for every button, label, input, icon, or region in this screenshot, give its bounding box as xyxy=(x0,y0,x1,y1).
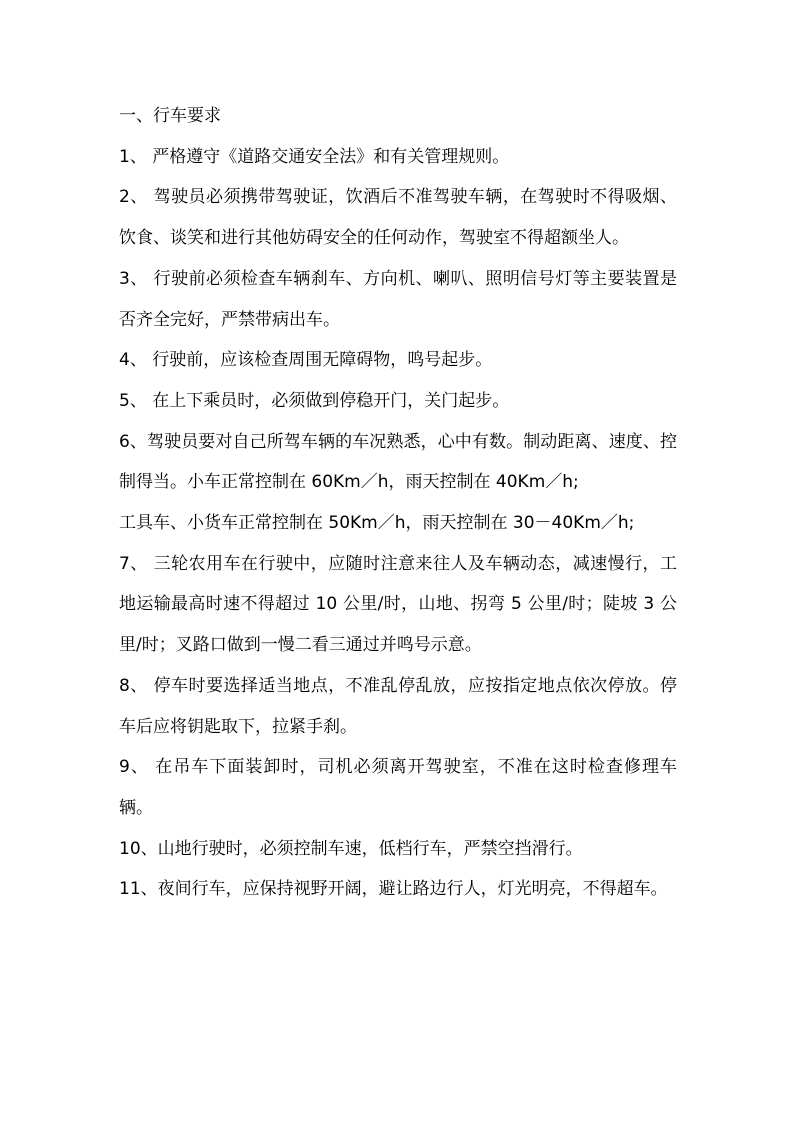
rule-2: 2、 驾驶员必须携带驾驶证，饮酒后不准驾驶车辆，在驾驶时不得吸烟、饮食、谈笑和进行其他妨碍安全的任何动作，驾驶室不得超额坐人。 xyxy=(119,187,677,249)
rule-8: 8、 停车时要选择适当地点，不准乱停乱放，应按指定地点依次停放。停车后应将钥匙取下，拉紧手刹。 xyxy=(119,675,677,737)
rule-3: 3、 行驶前必须检查车辆刹车、方向机、喇叭、照明信号灯等主要装置是否齐全完好，严禁带病出车。 xyxy=(119,268,677,330)
rule-11: 11、夜间行车，应保持视野开阔，避让路边行人，灯光明亮，不得超车。 xyxy=(119,879,668,900)
rule-6-continued: 工具车、小货车正常控制在 50Km／h，雨天控制在 30－40Km／h; xyxy=(119,513,635,534)
rule-1: 1、 严格遵守《道路交通安全法》和有关管理规则。 xyxy=(119,146,510,167)
rule-10: 10、山地行驶时，必须控制车速，低档行车，严禁空挡滑行。 xyxy=(119,838,583,859)
rule-7: 7、 三轮农用车在行驶中，应随时注意来往人及车辆动态，减速慢行，工地运输最高时速不得超过 10 公里/时，山地、拐弯 5 公里/时；陡坡 3 公里/时；叉路口做到一慢二看三通过并鸣号示意。 xyxy=(119,553,677,656)
document-body xyxy=(119,96,677,910)
rule-6: 6、驾驶员要对自己所驾车辆的车况熟悉，心中有数。制动距离、速度、控制得当。小车正常控制在 60Km／h，雨天控制在 40Km／h; xyxy=(119,431,677,493)
section-heading: 一、行车要求 xyxy=(119,106,221,126)
rule-5: 5、 在上下乘员时，必须做到停稳开门，关门起步。 xyxy=(119,390,510,411)
rule-9: 9、 在吊车下面装卸时，司机必须离开驾驶室，不准在这时检查修理车辆。 xyxy=(119,757,677,818)
rule-4: 4、 行驶前，应该检查周围无障碍物，鸣号起步。 xyxy=(119,350,493,371)
